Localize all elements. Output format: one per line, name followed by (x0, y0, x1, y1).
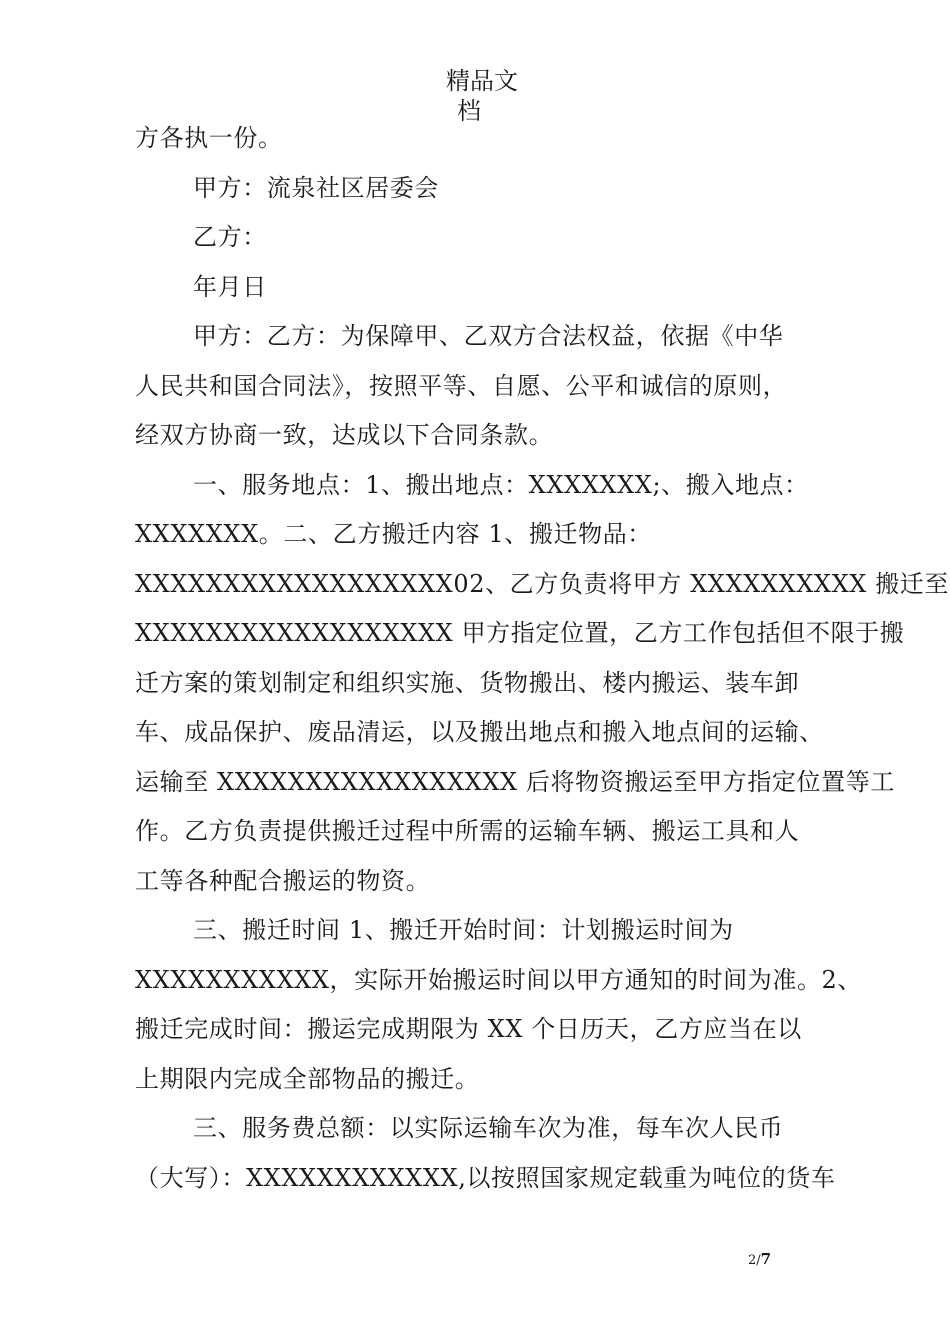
text-line: 迁方案的策划制定和组织实施、货物搬出、楼内搬运、装车卸 (135, 668, 800, 697)
text-line: （大写）：XXXXXXXXXXXX,以按照国家规定载重为吨位的货车 (135, 1163, 836, 1192)
header-line-2: 档 (457, 97, 481, 125)
text-line: 甲方：乙方：为保障甲、乙双方合法权益，依据《中华 (193, 322, 784, 350)
text-line: 上期限内完成全部物品的搬迁。 (135, 1064, 480, 1093)
text-line: 工等各种配合搬运的物资。 (135, 866, 431, 895)
text-line: 一、服务地点：1、搬出地点：XXXXXXX;、搬入地点： (193, 470, 809, 499)
document-body (135, 114, 950, 1203)
text-line: 方各执一份。 (135, 124, 283, 152)
text-line: 年月日 (193, 272, 267, 301)
text-line: 乙方： (193, 223, 267, 251)
page-number: 2/7 (748, 1250, 772, 1268)
text-line: 三、搬迁时间 1、搬迁开始时间：计划搬运时间为 (193, 916, 734, 944)
text-line: XXXXXXXXXXX，实际开始搬运时间以甲方通知的时间为准。2、 (135, 965, 863, 994)
header-line-1: 精品文 (446, 67, 518, 95)
text-line: 甲方：流泉社区居委会 (193, 173, 439, 202)
text-line: 三、服务费总额：以实际运输车次为准，每车次人民币 (193, 1114, 784, 1142)
text-line: 人民共和国合同法》，按照平等、自愿、公平和诚信的原则， (135, 371, 788, 400)
text-line: XXXXXXXXXXXXXXXXXX 甲方指定位置，乙方工作包括但不限于搬 (135, 619, 905, 647)
text-line: XXXXXXXXXXXXXXXXXX02、乙方负责将甲方 XXXXXXXXXX 搬迁至 (135, 569, 950, 598)
text-line: 作。乙方负责提供搬迁过程中所需的运输车辆、搬运工具和人 (135, 817, 800, 845)
text-line: 运输至 XXXXXXXXXXXXXXXXX 后将物资搬运至甲方指定位置等工 (135, 767, 895, 796)
text-line: 搬迁完成时间：搬运完成期限为 XX 个日历天，乙方应当在以 (135, 1015, 802, 1043)
text-line: XXXXXXX。二、乙方搬迁内容 1、搬迁物品： (135, 520, 652, 548)
text-line: 经双方协商一致，达成以下合同条款。 (135, 421, 554, 449)
page-total: 7 (760, 1250, 772, 1268)
page-current: 2 (748, 1253, 757, 1268)
text-line: 车、成品保护、废品清运，以及搬出地点和搬入地点间的运输、 (135, 718, 824, 746)
